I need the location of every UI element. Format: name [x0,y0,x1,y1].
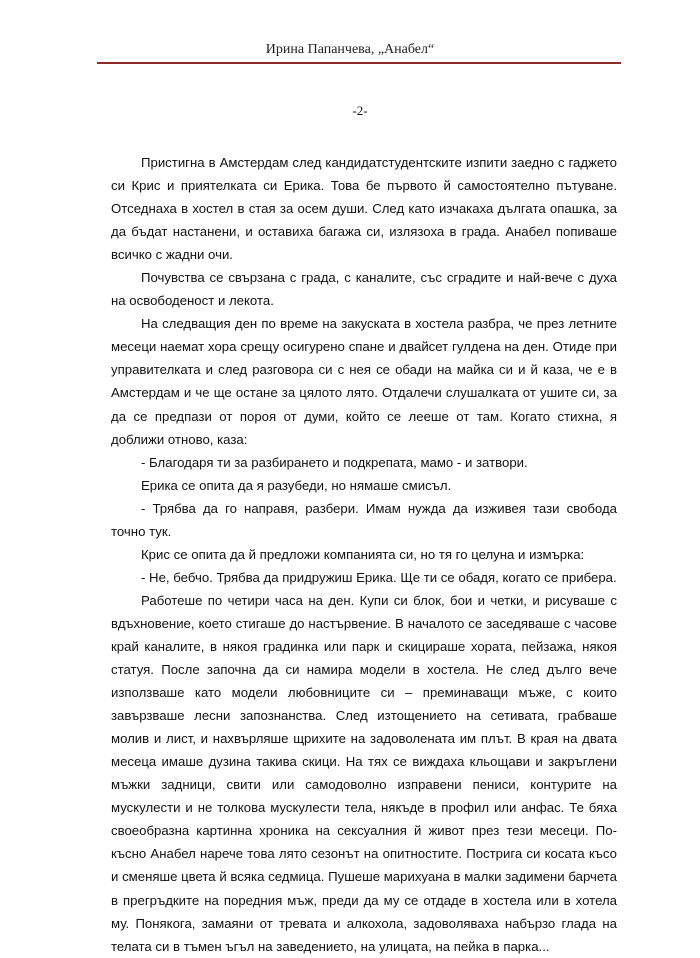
paragraph: - Не, бебчо. Трябва да придружиш Ерика. Ще ти се обадя, когато се прибера. [141,569,617,585]
paragraph: Пристигна в Амстердам след кандидатстудентските изпити заедно с гаджето си Крис и приятелката си Ерика. Това бе първото й самостоятелно пътуване. Отседнаха в хостел в стая за осем души. След като изчакаха дългата опашка, за да бъдат настанени, и оставиха багажа си, излязоха в града. Анабел попиваше всичко с жадни очи. [111,155,617,263]
running-header: Ирина Папанчева, „Анабел“ [265,42,435,57]
paragraph: Ерика се опита да я разубеди, но нямаше смисъл. [141,477,452,493]
body-text [111,151,617,958]
paragraph: - Трябва да го направя, разбери. Имам нужда да изживея тази свобода точно тук. [111,500,617,539]
paragraph: Работеше по четири часа на ден. Купи си блок, бои и четки, и рисуваше с вдъхновение, което стигаше до настървение. В началото се заседяваше с часове край каналите, в някоя градинка или парк и скицираше хората, пейзажа, някоя статуя. После започна да си намира модели в хостела. Не след дълго вече използваше като модели любовниците си – преминаващи мъже, с които завързваше лесни запознанства. След изтощението на сетивата, грабваше молив и лист, и нахвърляше щрихите на задоволената им плът. В края на двата месеца имаше дузина такива скици. На тях се виждаха кльощави и закръглени мъжки задници, свити или самодоволно изправени пениси, контурите на мускулести и не толкова мускулести тела, някъде в профил или анфас. Те бяха своеобразна картинна хроника на сексуалния й живот през тези месеци. По-късно Анабел нарече това лято сезонът на опитностите. Пострига си косата късо и сменяше цвета й всяка седмица. Пушеше марихуана в малки задимени барчета в прегръдките на поредния мъж, преди да му се отдаде в хостела или в хотела му. Понякога, замаяни от тревата и алкохола, задоволяваха набързо глада на телата си в тъмен ъгъл на заведението, на улицата, на пейка в парка... [111,592,617,954]
paragraph: Крис се опита да й предложи компанията си, но тя го целуна и измърка: [141,546,585,562]
paragraph: Почувства се свързана с града, с каналите, със сградите и най-вече с духа на освободеност и лекота. [111,270,617,309]
paragraph: - Благодаря ти за разбирането и подкрепата, мамо - и затвори. [141,454,528,470]
header-rule [97,62,621,64]
paragraph: На следващия ден по време на закуската в хостела разбра, че през летните месеци наемат хора срещу осигурено спане и двайсет гулдена на ден. Отиде при управителката и след разговора си с нея се обади на майка си и й каза, че е в Амстердам и че ще остане за цялото лято. Отдалечи слушалката от ушите си, за да се предпази от пороя от думи, който се лееше от там. Когато стихна, я доближи отново, каза: [111,316,617,447]
page-number: -2- [352,103,368,118]
